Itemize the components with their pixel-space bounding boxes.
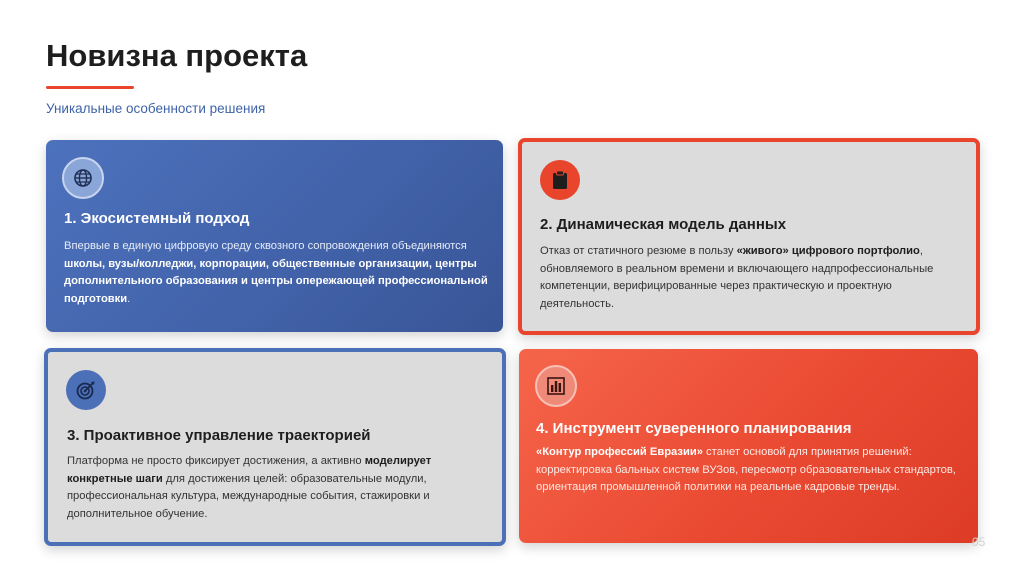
feature-card-trajectory: [44, 348, 506, 546]
page-subtitle: Уникальные особенности решения: [46, 101, 266, 116]
card-title: 4. Инструмент суверенного планирования: [536, 420, 852, 437]
page-title: Новизна проекта: [46, 38, 308, 73]
clipboard-icon: [540, 160, 580, 200]
card-body: Отказ от статичного резюме в пользу «живого» цифрового портфолио, обновляемого в реальном времени и включающего надпрофессиональные компетенции, верифицированные через практическую и проектную деятельность.: [540, 245, 934, 310]
card-body: Впервые в единую цифровую среду сквозного сопровождения объединяются школы, вузы/колледжи, корпорации, общественные организации, центры дополнительного образования и центры опережающей профессиональной подготовки.: [64, 240, 488, 305]
card-body: «Контур профессий Евразии» станет основой для принятия решений: корректировка бальных систем ВУЗов, пересмотр образовательных стандартов, ориентация промышленной политики на реальные кадровые тренды.: [536, 446, 956, 493]
card-title: 2. Динамическая модель данных: [540, 216, 787, 233]
title-underline: [46, 86, 134, 89]
feature-card-dynamic-model: [518, 138, 980, 335]
feature-card-ecosystem: [46, 140, 503, 332]
globe-icon: [62, 157, 104, 199]
feature-card-planning-tool: [519, 349, 978, 543]
target-icon: [66, 370, 106, 410]
card-title: 1. Экосистемный подход: [64, 210, 250, 227]
card-body: Платформа не просто фиксирует достижения, а активно моделирует конкретные шаги для достижения целей: образовательные модули, профессиональная культура, международные события, стажировки и дополнительное обучение.: [67, 455, 432, 520]
page-number: 05: [972, 535, 986, 549]
bar-chart-icon: [535, 365, 577, 407]
card-title: 3. Проактивное управление траекторией: [67, 427, 371, 444]
